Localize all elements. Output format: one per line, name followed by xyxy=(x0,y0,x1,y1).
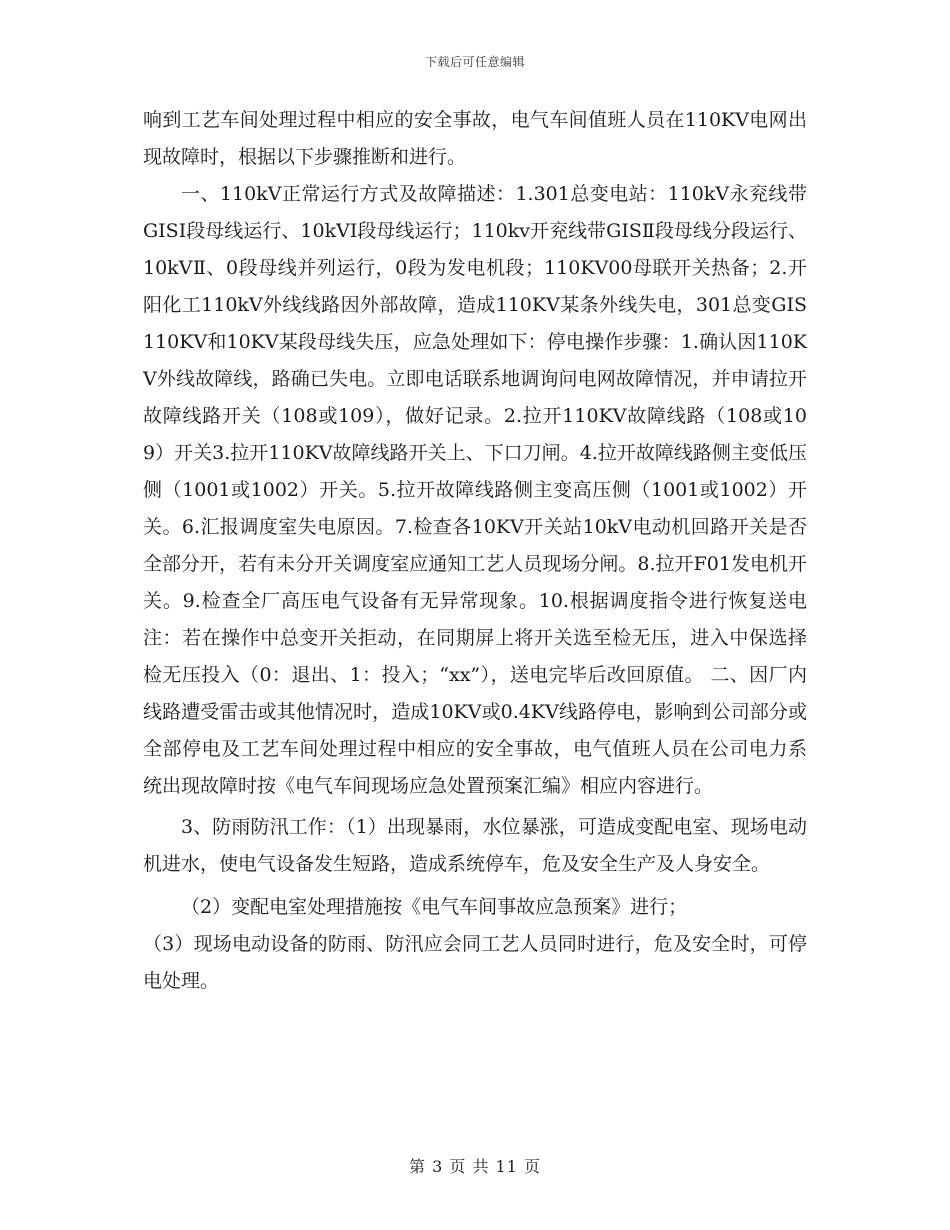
paragraph-flood-prevention: 3、防雨防汛工作：（1）出现暴雨，水位暴涨，可造成变配电室、现场电动机进水，使电气设备发生短路，造成系统停车，危及安全生产及人身安全。 xyxy=(143,816,807,875)
paragraph-field-equipment: （3）现场电动设备的防雨、防汛应会同工艺人员同时进行，危及安全时，可停电处理。 xyxy=(143,933,807,992)
paragraph-continuation: 响到工艺车间处理过程中相应的安全事故，电气车间值班人员在110KV电网出现故障时，根据以下步骤推断和进行。 xyxy=(143,109,807,168)
paragraph-substation-measures: （2）变配电室处理措施按《电气车间事故应急预案》进行； xyxy=(181,896,688,918)
paragraph-110kv-operation: 一、110kV正常运行方式及故障描述：1.301总变电站：110kV永兖线带GISⅠ段母线运行、10kVⅠ段母线运行；110kv开兖线带GISⅡ段母线分段运行、10kVⅡ、0段母线并列运行，0段为发电机段；110KV00母联开关热备；2.开阳化工110kV外线线路因外部故障，造成110KV某条外线失电，301总变GIS110KV和10KV某段母线失压，应急处理如下：停电操作步骤：1.确认因110KV外线故障线，路确已失电。立即电话联系地调询问电网故障情况，并申请拉开故障线路开关（108或109），做好记录。2.拉开110KV故障线路（108或109）开关3.拉开110KV故障线路开关上、下口刀闸。4.拉开故障线路侧主变低压侧（1001或1002）开关。5.拉开故障线路侧主变高压侧（1001或1002）开关。6.汇报调度室失电原因。7.检查各10KV开关站10kV电动机回路开关是否全部分开，若有未分开关调度室应通知工艺人员现场分闸。8.拉开F01发电机开关。9.检查全厂高压电气设备有无异常现象。10.根据调度指令进行恢复送电 注：若在操作中总变开关拒动，在同期屏上将开关选至检无压，进入中保选择检无压投入（0：退出、1：投入；“xx”），送电完毕后改回原值。 二、因厂内线路遭受雷击或其他情况时，造成10KV或0.4KV线路停电，影响到公司部分或全部停电及工艺车间处理过程中相应的安全事故，电气值班人员在公司电力系统出现故障时按《电气车间现场应急处置预案汇编》相应内容进行。 xyxy=(143,183,807,797)
page-header: 下载后可任意编辑 xyxy=(424,55,525,69)
page-number: 第 3 页 共 11 页 xyxy=(409,1157,541,1176)
document-body xyxy=(143,102,807,1000)
